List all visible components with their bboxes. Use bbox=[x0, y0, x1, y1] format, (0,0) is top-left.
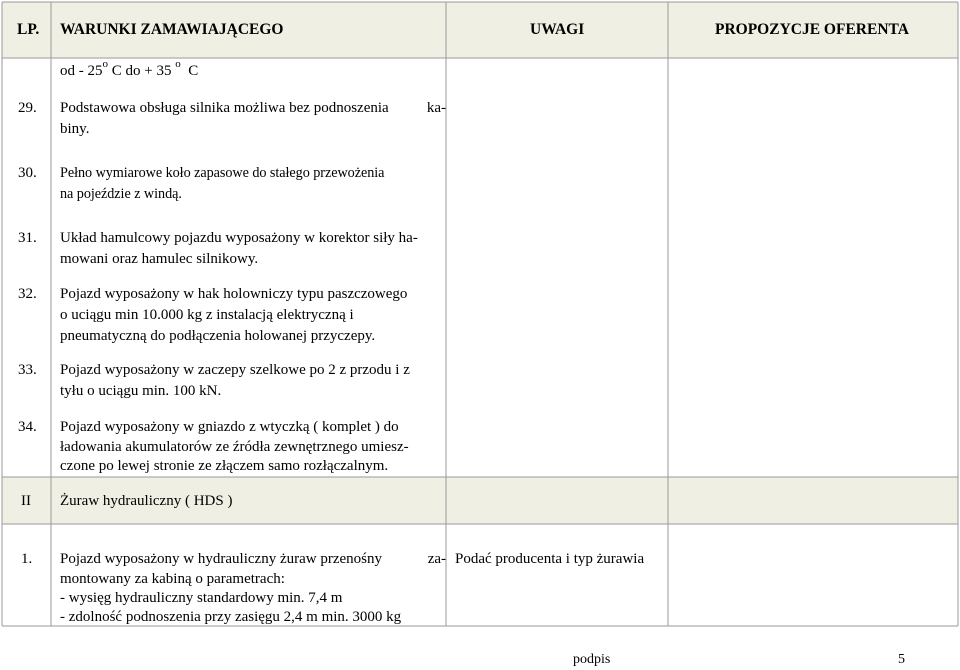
crane-row-line2: montowany za kabiną o parametrach: bbox=[60, 571, 285, 587]
header-offer: PROPOZYCJE OFERENTA bbox=[715, 21, 909, 38]
header-conditions: WARUNKI ZAMAWIAJĄCEGO bbox=[60, 21, 284, 38]
crane-row-lp: 1. bbox=[21, 551, 33, 567]
row-32-line2: o uciągu min 10.000 kg z instalacją elektryczną i bbox=[60, 307, 354, 323]
row-29-line1: Podstawowa obsługa silnika możliwa bez podnoszenia ka- bbox=[60, 100, 446, 116]
row-29-line2: biny. bbox=[60, 121, 90, 137]
row-31-lp: 31. bbox=[18, 230, 37, 246]
section-lp: II bbox=[21, 493, 31, 509]
row-33-line1: Pojazd wyposażony w zaczepy szelkowe po 2 z przodu i z bbox=[60, 362, 410, 378]
row-32-lp: 32. bbox=[18, 286, 37, 302]
row-34-line1: Pojazd wyposażony w gniazdo z wtyczką ( komplet ) do bbox=[60, 419, 399, 435]
footer-page-number: 5 bbox=[898, 652, 905, 667]
row-32-line1: Pojazd wyposażony w hak holowniczy typu paszczowego bbox=[60, 286, 408, 302]
row-32-line3: pneumatyczną do podłączenia holowanej przyczepy. bbox=[60, 328, 376, 344]
row-33-line2: tyłu o uciągu min. 100 kN. bbox=[60, 383, 222, 399]
row-31-line1: Układ hamulcowy pojazdu wyposażony w korektor siły ha- bbox=[60, 230, 418, 246]
crane-row-remark: Podać producenta i typ żurawia bbox=[455, 551, 645, 567]
crane-row-line4: - zdolność podnoszenia przy zasięgu 2,4 m min. 3000 kg bbox=[60, 609, 402, 625]
crane-row-line1: Pojazd wyposażony w hydrauliczny żuraw przenośny za- bbox=[60, 551, 446, 567]
crane-row-line3: - wysięg hydrauliczny standardowy min. 7,4 m bbox=[60, 590, 343, 606]
section-title: Żuraw hydrauliczny ( HDS ) bbox=[60, 493, 233, 509]
row-30-line2: na pojeździe z windą. bbox=[60, 186, 182, 202]
row-34-line3: czone po lewej stronie ze złączem samo rozłączalnym. bbox=[60, 458, 389, 474]
row-34-line2: ładowania akumulatorów ze źródła zewnętrznego umiesz- bbox=[60, 439, 409, 455]
row-30-line1: Pełno wymiarowe koło zapasowe do stałego przewożenia bbox=[60, 165, 385, 181]
row-34-lp: 34. bbox=[18, 419, 37, 435]
row-33-lp: 33. bbox=[18, 362, 37, 378]
row-29-lp: 29. bbox=[18, 100, 37, 116]
row-31-line2: mowani oraz hamulec silnikowy. bbox=[60, 251, 259, 267]
header-lp: LP. bbox=[17, 21, 40, 38]
footer-signature-label: podpis bbox=[573, 652, 611, 667]
row-30-lp: 30. bbox=[18, 165, 37, 181]
temp-range: od - 25$^o$ C do + 35 $^o$ C bbox=[60, 58, 199, 79]
header-remarks: UWAGI bbox=[530, 21, 585, 38]
